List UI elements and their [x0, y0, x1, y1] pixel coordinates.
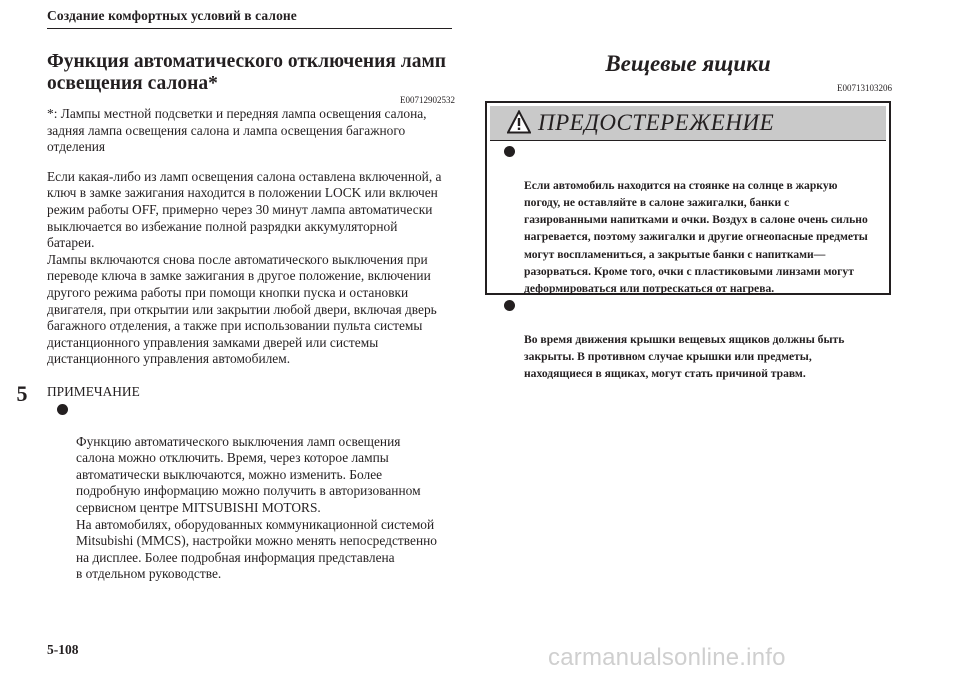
warning-title: ПРЕДОСТЕРЕЖЕНИЕ	[538, 110, 775, 135]
note-item-text: Функцию автоматического выключения ламп освещения салона можно отключить. Время, через которое лампы автоматически выключаются, можно изменить. Более подробную информацию можно получить в авторизованном сервисном центре MITSUBISHI MOTORS. На автомобилях, оборудованных коммуникационной системой Mitsubishi (MMCS), настройки можно менять непосредственно на дисплее. Более подробная информация представлена в отдельном руководстве.	[76, 433, 437, 582]
header-rule	[47, 28, 452, 29]
footnote-text: *: Лампы местной подсветки и передняя лампа освещения салона, задняя лампа освещения салона и лампа освещения багажного отделения	[47, 106, 427, 155]
warning-item-text: Если автомобиль находится на стоянке на солнце в жаркую погоду, не оставляйте в салоне зажигалки, банки с газированными напитками и очки. Воздух в салоне очень сильно нагревается, поэтому зажигалки и другие огнеопасные предметы могут воспламениться, а закрытые банки с напитками— разорваться. Кроме того, очки с пластиковыми линзами могут деформироваться или потрескаться от нагрева.	[524, 179, 868, 295]
bullet-icon	[57, 404, 68, 415]
bullet-icon	[504, 300, 515, 311]
section-title	[47, 51, 455, 95]
warning-list	[501, 143, 889, 382]
warning-box	[485, 101, 891, 381]
note-item	[47, 401, 455, 584]
section-code: E00712902532	[400, 95, 455, 105]
body-paragraph-1: Если какая-либо из ламп освещения салона оставлена включенной, а ключ в замке зажигания находится в положении LOCK или включен режим работы OFF, примерно через 30 минут лампа автоматически выключается во избежание полной разрядки аккумуляторной батареи.	[47, 168, 442, 251]
section-title-line1: Функция автоматического отключения ламп	[47, 51, 446, 72]
page-number: 5-108	[47, 642, 79, 657]
body-paragraph-2: Лампы включаются снова после автоматического выключения при переводе ключа в замке зажигания в другое положение, включении другого режима работы при помощи кнопки пуска и остановки двигателя, при открытии или закрытии любой двери, включая дверь багажного отделения, а также при использовании пульта системы дистанционного управления замками дверей или системы дистанционного управления автомобилем.	[47, 251, 437, 367]
watermark: carmanualsonline.info	[548, 644, 786, 671]
warning-triangle-icon	[507, 110, 531, 134]
section-title-line2: освещения салона*	[47, 73, 218, 94]
bullet-icon	[504, 146, 515, 157]
left-column	[47, 51, 455, 583]
storage-section-title: Вещевые ящики	[605, 51, 771, 76]
spacer	[47, 156, 455, 169]
warning-item-text: Во время движения крышки вещевых ящиков должны быть закрыты. В противном случае крышки или предметы, находящиеся в ящиках, могут стать причиной травм.	[524, 333, 845, 381]
warning-item	[501, 143, 889, 297]
warning-item	[501, 297, 889, 382]
storage-section-code: E00713103206	[837, 83, 892, 93]
chapter-tab: 5	[16, 381, 28, 406]
note-title: ПРИМЕЧАНИЕ	[47, 383, 140, 399]
warning-header	[490, 106, 886, 141]
running-header: Создание комфортных условий в салоне	[47, 8, 297, 23]
